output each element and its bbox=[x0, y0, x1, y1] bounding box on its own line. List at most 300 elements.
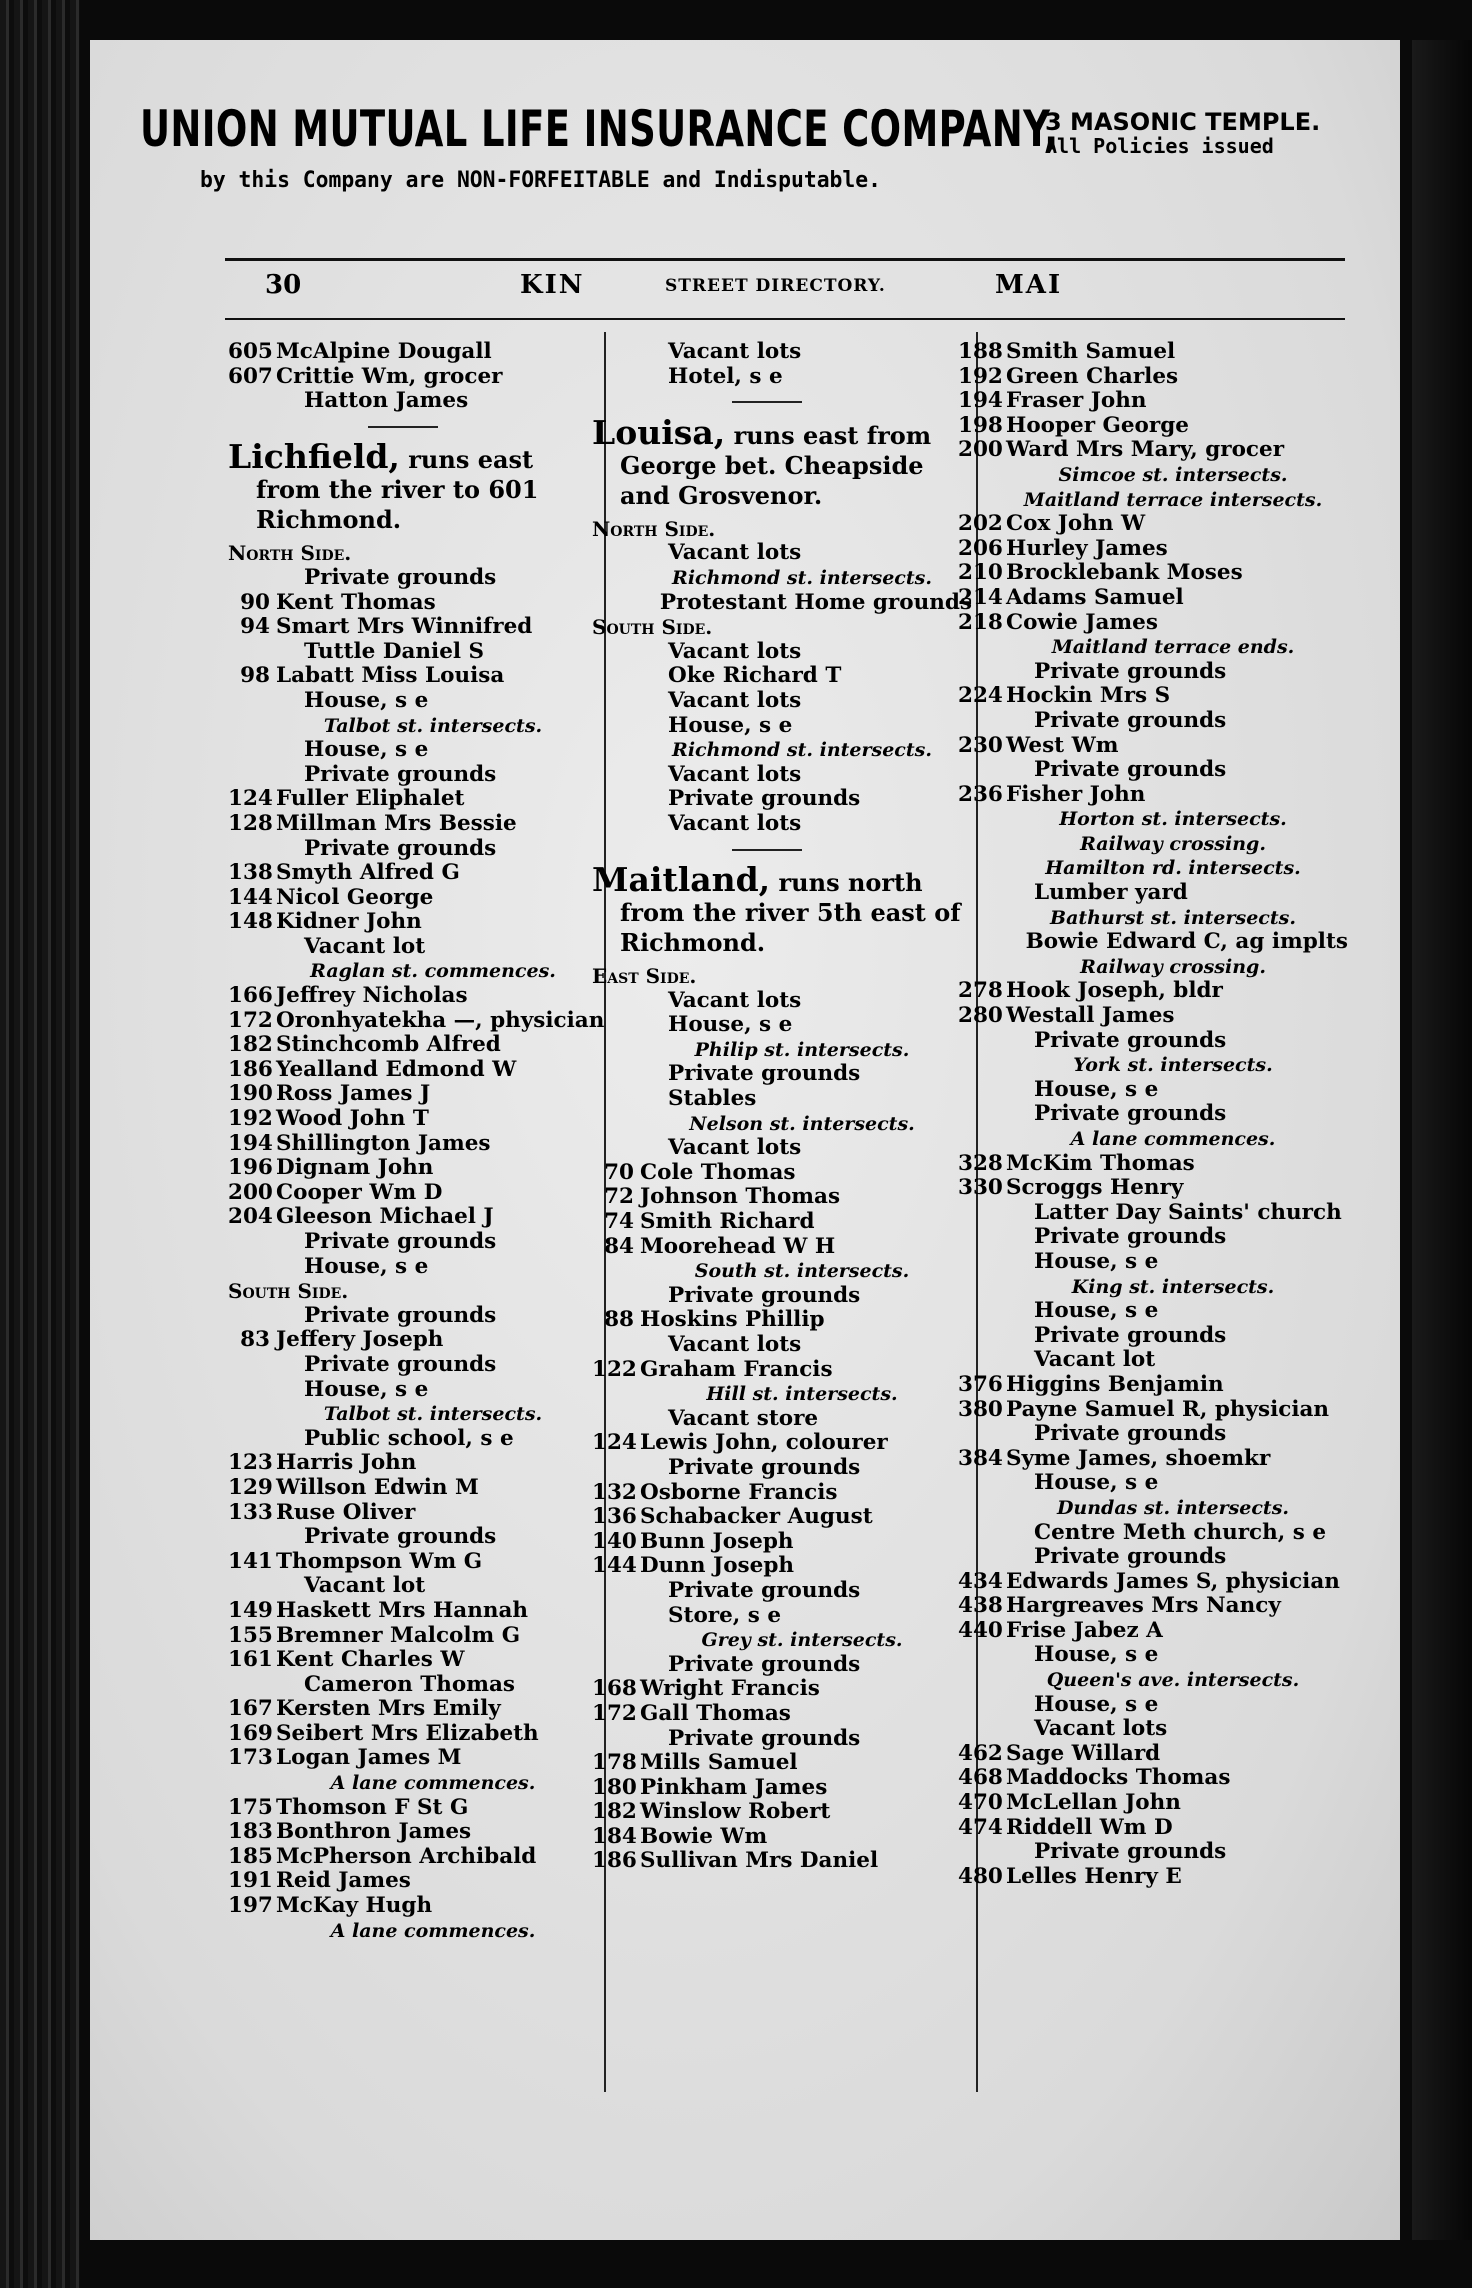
resident-name: Vacant lot bbox=[1034, 1347, 1156, 1373]
house-number: 200 bbox=[228, 1179, 273, 1205]
resident-name: House, s e bbox=[1034, 1298, 1159, 1324]
house-number: 218 bbox=[958, 609, 1003, 635]
header-rule-top bbox=[225, 258, 1345, 261]
resident-name: Lelles Henry E bbox=[1006, 1863, 1182, 1889]
resident-name: Private grounds bbox=[304, 1229, 497, 1254]
house-number: 188 bbox=[958, 339, 1003, 364]
resident-name: Kersten Mrs Emily bbox=[276, 1696, 501, 1722]
resident-name: Yealland Edmond W bbox=[276, 1056, 517, 1082]
cross-street-note: Grey st. intersects. bbox=[701, 1629, 903, 1652]
resident-name: Fisher John bbox=[1006, 781, 1146, 807]
directory-entry bbox=[592, 1308, 972, 1333]
resident-name: Harris John bbox=[276, 1450, 417, 1476]
directory-entry bbox=[958, 1225, 1348, 1250]
directory-entry bbox=[228, 1796, 598, 1821]
cross-street-note: Queen's ave. intersects. bbox=[1046, 1669, 1300, 1692]
directory-entry bbox=[228, 812, 598, 837]
resident-name: Private grounds bbox=[668, 1651, 861, 1677]
resident-name: Private grounds bbox=[1034, 1101, 1227, 1127]
directory-entry bbox=[958, 1570, 1348, 1595]
section-separator bbox=[592, 389, 972, 414]
house-number: 144 bbox=[228, 884, 273, 910]
directory-entry bbox=[228, 640, 598, 665]
house-number bbox=[958, 709, 1000, 734]
directory-entry bbox=[958, 1865, 1348, 1890]
cross-street-note: Bathurst st. intersects. bbox=[1050, 906, 1296, 929]
directory-entry bbox=[228, 1845, 598, 1870]
resident-name: Riddell Wm D bbox=[1006, 1814, 1173, 1840]
house-number: 204 bbox=[228, 1204, 273, 1230]
directory-entry bbox=[228, 738, 598, 763]
directory-entry bbox=[958, 586, 1348, 611]
house-number: 90 bbox=[240, 589, 270, 615]
resident-name: Vacant lots bbox=[1034, 1716, 1168, 1742]
directory-entry bbox=[592, 340, 972, 365]
house-number bbox=[228, 1353, 270, 1378]
directory-entry bbox=[958, 561, 1348, 586]
directory-entry bbox=[958, 1471, 1348, 1496]
resident-name: Private grounds bbox=[668, 1454, 861, 1480]
house-number: 72 bbox=[604, 1184, 634, 1210]
resident-name: Gall Thomas bbox=[640, 1700, 791, 1726]
resident-name: Smith Samuel bbox=[1006, 339, 1176, 364]
resident-name: Syme James, shoemkr bbox=[1006, 1445, 1271, 1471]
directory-entry bbox=[958, 1693, 1348, 1718]
directory-entry bbox=[228, 689, 598, 714]
directory-entry bbox=[958, 734, 1348, 759]
directory-entry bbox=[958, 389, 1348, 414]
directory-entry bbox=[592, 1530, 972, 1555]
house-number: 140 bbox=[592, 1528, 637, 1554]
house-number bbox=[592, 989, 634, 1014]
house-number: 173 bbox=[228, 1745, 273, 1771]
directory-entry bbox=[592, 1751, 972, 1776]
directory-entry bbox=[958, 1766, 1348, 1791]
cross-street-note: Philip st. intersects. bbox=[694, 1038, 910, 1061]
resident-name: Frise Jabez A bbox=[1006, 1617, 1163, 1643]
resident-name: Latter Day Saints' church bbox=[1034, 1199, 1342, 1225]
resident-name: Store, s e bbox=[668, 1602, 782, 1628]
house-number: 175 bbox=[228, 1794, 273, 1820]
resident-name: McAlpine Dougall bbox=[276, 339, 492, 364]
directory-entry bbox=[228, 1082, 598, 1107]
resident-name: Westall James bbox=[1006, 1003, 1175, 1029]
resident-name: Thompson Wm G bbox=[276, 1548, 483, 1574]
house-number bbox=[592, 1604, 634, 1629]
directory-entry bbox=[228, 591, 598, 616]
house-number bbox=[228, 1230, 270, 1255]
house-number bbox=[958, 1422, 1000, 1447]
side-heading: North Side. bbox=[228, 541, 352, 566]
directory-entry bbox=[592, 1849, 972, 1874]
directory-entry bbox=[228, 984, 598, 1009]
resident-name: Moorehead W H bbox=[640, 1233, 836, 1259]
resident-name: Vacant lots bbox=[668, 638, 802, 664]
book-binding bbox=[0, 0, 80, 2288]
directory-entry bbox=[228, 763, 598, 788]
house-number bbox=[958, 1471, 1000, 1496]
house-number: 280 bbox=[958, 1003, 1003, 1029]
running-head-center: STREET DIRECTORY. bbox=[665, 276, 886, 296]
house-number bbox=[592, 714, 634, 739]
resident-name: Bremner Malcolm G bbox=[276, 1622, 521, 1648]
house-number bbox=[958, 1078, 1000, 1103]
resident-name: House, s e bbox=[304, 1253, 429, 1279]
house-number bbox=[958, 930, 992, 955]
house-number: 184 bbox=[592, 1823, 637, 1849]
resident-name: Pinkham James bbox=[640, 1774, 828, 1800]
directory-entry bbox=[958, 611, 1348, 636]
cross-street-note: Nelson st. intersects. bbox=[689, 1112, 915, 1135]
directory-entry bbox=[958, 1201, 1348, 1226]
resident-name: Payne Samuel R, physician bbox=[1006, 1396, 1330, 1422]
house-number: 182 bbox=[228, 1032, 273, 1058]
house-number: 149 bbox=[228, 1597, 273, 1623]
directory-entry bbox=[228, 1230, 598, 1255]
house-number bbox=[958, 1324, 1000, 1349]
house-number bbox=[958, 1643, 1000, 1668]
directory-entry bbox=[592, 1358, 972, 1383]
house-number bbox=[228, 1525, 270, 1550]
directory-entry bbox=[592, 1554, 972, 1579]
house-number: 186 bbox=[228, 1056, 273, 1082]
directory-entry bbox=[592, 1062, 972, 1087]
resident-name: Cowie James bbox=[1006, 609, 1158, 635]
house-number bbox=[592, 340, 634, 365]
house-number bbox=[958, 1201, 1000, 1226]
house-number bbox=[228, 935, 270, 960]
resident-name: Vacant lots bbox=[668, 339, 802, 364]
resident-name: Stables bbox=[668, 1086, 757, 1112]
directory-entry bbox=[228, 1205, 598, 1230]
resident-name: Cooper Wm D bbox=[276, 1179, 443, 1205]
running-head-left: KIN bbox=[520, 270, 585, 300]
directory-entry bbox=[592, 1579, 972, 1604]
resident-name: Public school, s e bbox=[304, 1425, 514, 1451]
directory-entry bbox=[228, 615, 598, 640]
house-number: 167 bbox=[228, 1696, 273, 1722]
resident-name: Tuttle Daniel S bbox=[304, 638, 485, 664]
resident-name: Private grounds bbox=[304, 1351, 497, 1377]
house-number bbox=[228, 1255, 270, 1280]
directory-entry bbox=[228, 566, 598, 591]
resident-name: Sullivan Mrs Daniel bbox=[640, 1848, 879, 1874]
resident-name: Fraser John bbox=[1006, 388, 1147, 414]
directory-entry bbox=[592, 1825, 972, 1850]
resident-name: Vacant lots bbox=[668, 810, 802, 836]
directory-entry bbox=[228, 1525, 598, 1550]
directory-entry bbox=[228, 1648, 598, 1673]
directory-entry bbox=[228, 1550, 598, 1575]
house-number: 480 bbox=[958, 1863, 1003, 1889]
directory-entry bbox=[228, 340, 598, 365]
street-description: runs east from the river to 601 Richmond. bbox=[256, 445, 539, 535]
house-number: 328 bbox=[958, 1150, 1003, 1176]
directory-entry bbox=[958, 1643, 1348, 1668]
resident-name: Bunn Joseph bbox=[640, 1528, 794, 1554]
directory-entry bbox=[228, 1501, 598, 1526]
resident-name: Graham Francis bbox=[640, 1356, 833, 1382]
house-number: 200 bbox=[958, 437, 1003, 463]
house-number: 434 bbox=[958, 1568, 1003, 1594]
house-number bbox=[592, 812, 634, 837]
directory-entry bbox=[228, 1304, 598, 1329]
directory-entry bbox=[592, 1776, 972, 1801]
running-head bbox=[250, 270, 1330, 310]
resident-name: Seibert Mrs Elizabeth bbox=[276, 1720, 539, 1746]
page-number: 30 bbox=[265, 270, 302, 300]
resident-name: Oronhyatekha —, physician bbox=[276, 1007, 605, 1033]
resident-name: West Wm bbox=[1006, 732, 1119, 758]
house-number bbox=[592, 541, 634, 566]
resident-name: Crittie Wm, grocer bbox=[276, 363, 503, 389]
directory-entry bbox=[228, 1328, 598, 1353]
house-number: 198 bbox=[958, 412, 1003, 438]
resident-name: Wood John T bbox=[276, 1106, 429, 1132]
house-number: 172 bbox=[592, 1700, 637, 1726]
directory-entry bbox=[592, 1013, 972, 1038]
directory-entry bbox=[228, 1574, 598, 1599]
house-number: 278 bbox=[958, 978, 1003, 1004]
directory-entry bbox=[958, 1176, 1348, 1201]
cross-street-note: Hill st. intersects. bbox=[706, 1383, 898, 1406]
cross-street-note: Dundas st. intersects. bbox=[1056, 1496, 1290, 1519]
directory-column-2 bbox=[592, 340, 972, 1874]
directory-entry bbox=[958, 1324, 1348, 1349]
house-number bbox=[958, 1840, 1000, 1865]
resident-name: Fuller Eliphalet bbox=[276, 786, 465, 812]
house-number: 214 bbox=[958, 584, 1003, 610]
directory-entry bbox=[228, 1255, 598, 1280]
directory-entry bbox=[228, 1451, 598, 1476]
street-name: Louisa, bbox=[592, 412, 726, 452]
directory-entry bbox=[228, 664, 598, 689]
house-number: 138 bbox=[228, 860, 273, 886]
resident-name: Private grounds bbox=[1034, 1839, 1227, 1865]
house-number bbox=[228, 1427, 270, 1452]
house-number bbox=[592, 787, 634, 812]
directory-entry bbox=[228, 1181, 598, 1206]
house-number bbox=[228, 389, 270, 414]
street-description: runs east from George bet. Cheapside and Grosvenor. bbox=[620, 420, 932, 510]
resident-name: Dunn Joseph bbox=[640, 1553, 794, 1579]
cross-street-note: Talbot st. intersects. bbox=[323, 1403, 543, 1426]
side-heading: East Side. bbox=[592, 964, 697, 989]
directory-entry bbox=[592, 1235, 972, 1260]
directory-entry bbox=[958, 512, 1348, 537]
directory-entry bbox=[228, 389, 598, 414]
directory-entry bbox=[592, 1431, 972, 1456]
house-number: 440 bbox=[958, 1617, 1003, 1643]
directory-entry bbox=[592, 1407, 972, 1432]
house-number bbox=[958, 1299, 1000, 1324]
resident-name: Vacant store bbox=[668, 1405, 819, 1431]
directory-entry bbox=[592, 1185, 972, 1210]
resident-name: Private grounds bbox=[668, 1282, 861, 1308]
resident-name: Ruse Oliver bbox=[276, 1499, 416, 1525]
house-number bbox=[958, 1348, 1000, 1373]
directory-entry bbox=[228, 1820, 598, 1845]
house-number: 191 bbox=[228, 1868, 273, 1894]
house-number: 161 bbox=[228, 1647, 273, 1673]
resident-name: Vacant lots bbox=[668, 987, 802, 1013]
resident-name: Lumber yard bbox=[1034, 880, 1188, 906]
house-number: 124 bbox=[592, 1430, 637, 1456]
resident-name: House, s e bbox=[304, 687, 429, 713]
resident-name: Private grounds bbox=[304, 835, 497, 861]
house-number: 169 bbox=[228, 1720, 273, 1746]
house-number bbox=[592, 1013, 634, 1038]
directory-entry bbox=[592, 1727, 972, 1752]
resident-name: Lewis John, colourer bbox=[640, 1430, 888, 1456]
house-number: 190 bbox=[228, 1081, 273, 1107]
house-number: 166 bbox=[228, 983, 273, 1009]
directory-entry bbox=[228, 1058, 598, 1083]
resident-name: Green Charles bbox=[1006, 363, 1179, 389]
directory-entry bbox=[228, 1894, 598, 1919]
directory-entry bbox=[958, 1717, 1348, 1742]
directory-entry bbox=[228, 1697, 598, 1722]
directory-entry bbox=[228, 1624, 598, 1649]
directory-entry bbox=[958, 1447, 1348, 1472]
resident-name: Hockin Mrs S bbox=[1006, 683, 1171, 709]
resident-name: House, s e bbox=[1034, 1642, 1159, 1668]
resident-name: Private grounds bbox=[304, 1524, 497, 1550]
house-number: 178 bbox=[592, 1750, 637, 1776]
resident-name: Ross James J bbox=[276, 1081, 431, 1107]
directory-entry bbox=[958, 660, 1348, 685]
directory-entry bbox=[228, 1599, 598, 1624]
house-number bbox=[228, 640, 270, 665]
directory-entry bbox=[958, 1816, 1348, 1841]
house-number bbox=[592, 365, 634, 390]
house-number bbox=[228, 566, 270, 591]
house-number bbox=[228, 1304, 270, 1329]
side-heading: South Side. bbox=[228, 1279, 349, 1304]
cross-street-note: Hamilton rd. intersects. bbox=[1045, 857, 1301, 880]
cross-street-note: Raglan st. commences. bbox=[310, 960, 556, 983]
house-number: 168 bbox=[592, 1676, 637, 1702]
resident-name: Vacant lots bbox=[668, 761, 802, 787]
resident-name: Cole Thomas bbox=[640, 1159, 796, 1185]
house-number bbox=[958, 1029, 1000, 1054]
side-heading: North Side. bbox=[592, 516, 716, 541]
house-number: 330 bbox=[958, 1175, 1003, 1201]
section-separator bbox=[228, 414, 598, 439]
directory-entry bbox=[958, 1398, 1348, 1423]
directory-entry bbox=[958, 684, 1348, 709]
resident-name: Vacant lots bbox=[668, 687, 802, 713]
house-number bbox=[228, 1574, 270, 1599]
resident-name: Bonthron James bbox=[276, 1819, 472, 1845]
house-number: 122 bbox=[592, 1356, 637, 1382]
cross-street-note: Maitland terrace ends. bbox=[1051, 636, 1295, 659]
house-number: 141 bbox=[228, 1548, 273, 1574]
house-number: 148 bbox=[228, 909, 273, 935]
directory-entry bbox=[228, 886, 598, 911]
house-number: 123 bbox=[228, 1450, 273, 1476]
resident-name: Jeffery Joseph bbox=[276, 1327, 444, 1353]
directory-entry bbox=[592, 664, 972, 689]
directory-entry bbox=[958, 758, 1348, 783]
resident-name: Millman Mrs Bessie bbox=[276, 810, 517, 836]
house-number bbox=[592, 1456, 634, 1481]
house-number bbox=[958, 660, 1000, 685]
house-number: 84 bbox=[604, 1233, 634, 1259]
resident-name: Shillington James bbox=[276, 1130, 491, 1156]
resident-name: Gleeson Michael J bbox=[276, 1204, 494, 1230]
resident-name: Private grounds bbox=[1034, 658, 1227, 684]
directory-entry bbox=[592, 1333, 972, 1358]
house-number: 83 bbox=[240, 1327, 270, 1353]
directory-entry bbox=[958, 1594, 1348, 1619]
house-number: 194 bbox=[228, 1130, 273, 1156]
house-number bbox=[958, 1521, 1000, 1546]
cross-street-note: A lane commences. bbox=[330, 1919, 536, 1942]
directory-entry bbox=[228, 935, 598, 960]
house-number: 224 bbox=[958, 683, 1003, 709]
resident-name: Hoskins Phillip bbox=[640, 1307, 825, 1333]
book-edge bbox=[1412, 40, 1472, 2240]
house-number: 132 bbox=[592, 1479, 637, 1505]
resident-name: House, s e bbox=[668, 712, 793, 738]
resident-name: Private grounds bbox=[668, 786, 861, 812]
house-number: 210 bbox=[958, 560, 1003, 586]
house-number: 124 bbox=[228, 786, 273, 812]
directory-entry bbox=[228, 365, 598, 390]
resident-name: Private grounds bbox=[1034, 1027, 1227, 1053]
ad-policy-line: by this Company are NON-FORFEITABLE and Indisputable. bbox=[200, 168, 881, 193]
directory-entry bbox=[592, 541, 972, 566]
house-number: 172 bbox=[228, 1007, 273, 1033]
section-separator bbox=[592, 837, 972, 862]
resident-name: Hotel, s e bbox=[668, 363, 783, 389]
house-number bbox=[592, 689, 634, 714]
directory-entry bbox=[228, 1427, 598, 1452]
directory-entry bbox=[592, 763, 972, 788]
directory-entry bbox=[958, 1250, 1348, 1275]
directory-entry bbox=[592, 989, 972, 1014]
resident-name: Maddocks Thomas bbox=[1006, 1765, 1231, 1791]
resident-name: Private grounds bbox=[1034, 707, 1227, 733]
cross-street-note: Richmond st. intersects. bbox=[672, 566, 932, 589]
cross-street-note: Talbot st. intersects. bbox=[323, 714, 543, 737]
resident-name: Mills Samuel bbox=[640, 1750, 798, 1776]
house-number bbox=[592, 1136, 634, 1161]
house-number bbox=[958, 1693, 1000, 1718]
house-number bbox=[592, 763, 634, 788]
directory-entry bbox=[592, 1677, 972, 1702]
directory-entry bbox=[592, 1481, 972, 1506]
house-number bbox=[228, 837, 270, 862]
cross-street-note: A lane commences. bbox=[1070, 1128, 1276, 1150]
directory-entry bbox=[958, 1742, 1348, 1767]
directory-entry bbox=[958, 1373, 1348, 1398]
directory-entry bbox=[228, 1378, 598, 1403]
cross-street-note: Richmond st. intersects. bbox=[672, 739, 932, 762]
directory-entry bbox=[592, 1604, 972, 1629]
house-number bbox=[958, 1102, 1000, 1127]
resident-name: Logan James M bbox=[276, 1745, 462, 1771]
directory-entry bbox=[592, 787, 972, 812]
resident-name: Dignam John bbox=[276, 1155, 434, 1181]
resident-name: Cameron Thomas bbox=[304, 1671, 516, 1697]
directory-entry bbox=[228, 1869, 598, 1894]
ad-policies-issued: All Policies issued bbox=[1045, 134, 1274, 158]
resident-name: Edwards James S, physician bbox=[1006, 1568, 1340, 1594]
directory-entry bbox=[592, 1505, 972, 1530]
side-heading: South Side. bbox=[592, 615, 713, 640]
